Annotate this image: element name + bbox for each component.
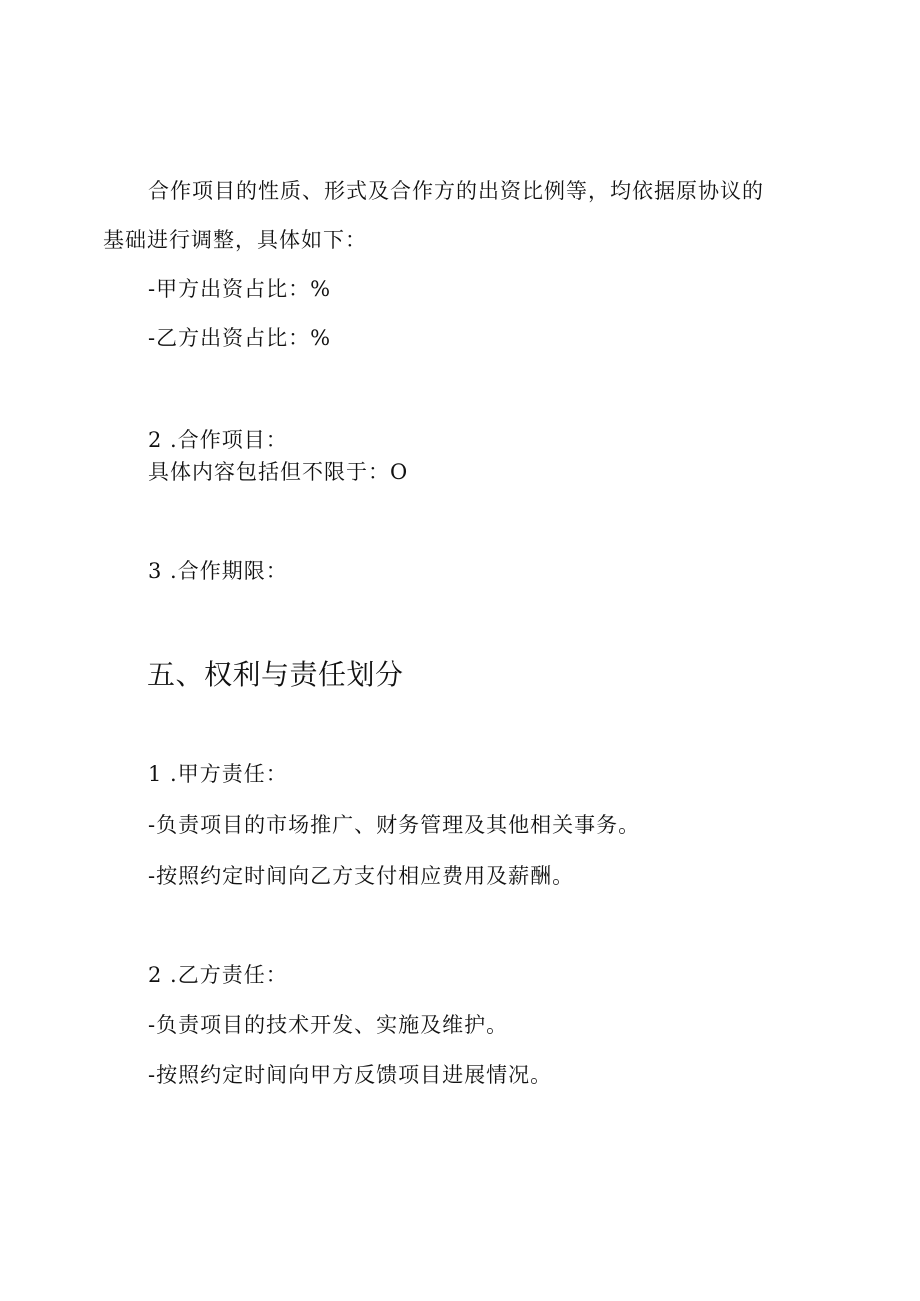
party-a-responsibility-item: -负责项目的市场推广、财务管理及其他相关事务。 <box>148 813 641 837</box>
party-a-responsibility-item: -按照约定时间向乙方支付相应费用及薪酬。 <box>148 864 575 888</box>
party-b-responsibility-item: -按照约定时间向甲方反馈项目进展情况。 <box>148 1063 553 1087</box>
intro-line-2: 基础进行调整，具体如下： <box>103 228 367 252</box>
intro-line-1: 合作项目的性质、形式及合作方的出资比例等，均依据原协议的 <box>148 179 764 203</box>
party-b-responsibility-title: 2 .乙方责任： <box>148 963 288 987</box>
section-5-heading: 五、权利与责任划分 <box>147 658 404 691</box>
item-3-title: 3 .合作期限： <box>148 559 288 583</box>
party-a-ratio: -甲方出资占比：% <box>148 277 332 301</box>
party-a-responsibility-title: 1 .甲方责任： <box>148 762 288 786</box>
party-b-responsibility-item: -负责项目的技术开发、实施及维护。 <box>148 1013 509 1037</box>
item-2-content: 具体内容包括但不限于：O <box>148 460 409 484</box>
party-b-ratio: -乙方出资占比：% <box>148 326 332 350</box>
item-2-title: 2 .合作项目： <box>148 428 288 452</box>
